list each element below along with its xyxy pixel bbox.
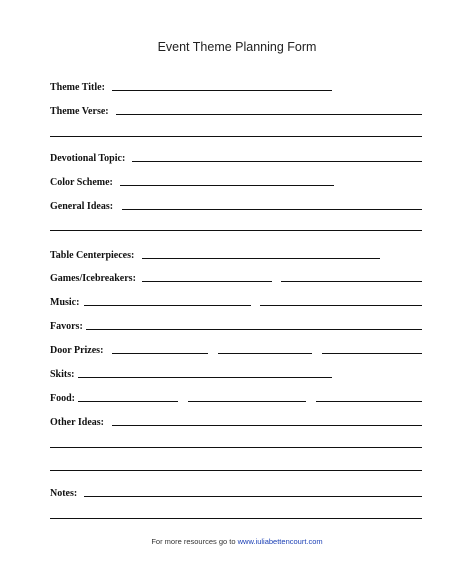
food-line-2[interactable] [188, 401, 306, 402]
general-ideas-line-2[interactable] [50, 230, 422, 231]
theme-title-line[interactable] [112, 90, 332, 91]
music-line[interactable] [84, 305, 251, 306]
other-ideas-label: Other Ideas: [50, 417, 104, 428]
music-line-2[interactable] [260, 305, 422, 306]
notes-line-2[interactable] [50, 518, 422, 519]
devotional-topic-line[interactable] [132, 161, 422, 162]
theme-title-label: Theme Title: [50, 82, 105, 93]
other-ideas-line-3[interactable] [50, 470, 422, 471]
other-ideas-line[interactable] [112, 425, 422, 426]
theme-verse-label: Theme Verse: [50, 106, 109, 117]
favors-line[interactable] [86, 329, 422, 330]
door-prizes-line-2[interactable] [218, 353, 312, 354]
theme-verse-line-2[interactable] [50, 136, 422, 137]
general-ideas-line[interactable] [122, 209, 422, 210]
footer [0, 537, 474, 546]
general-ideas-label: General Ideas: [50, 201, 114, 212]
other-ideas-line-2[interactable] [50, 447, 422, 448]
color-scheme-line[interactable] [120, 185, 334, 186]
door-prizes-line-3[interactable] [322, 353, 422, 354]
table-centerpieces-label: Table Centerpieces: [50, 250, 135, 261]
food-line[interactable] [78, 401, 178, 402]
favors-label: Favors: [50, 321, 83, 332]
door-prizes-label: Door Prizes: [50, 345, 104, 356]
footer-prefix: For more resources go to [151, 537, 236, 546]
games-icebreakers-line-2[interactable] [281, 281, 422, 282]
door-prizes-line[interactable] [112, 353, 208, 354]
devotional-topic-label: Devotional Topic: [50, 153, 126, 164]
skits-label: Skits: [50, 369, 75, 380]
color-scheme-label: Color Scheme: [50, 177, 113, 188]
form-title: Event Theme Planning Form [157, 40, 317, 54]
skits-line[interactable] [78, 377, 332, 378]
food-label: Food: [50, 393, 75, 404]
notes-label: Notes: [50, 488, 78, 499]
notes-line[interactable] [84, 496, 422, 497]
games-icebreakers-line[interactable] [142, 281, 272, 282]
table-centerpieces-line[interactable] [142, 258, 380, 259]
games-icebreakers-label: Games/Icebreakers: [50, 273, 136, 284]
music-label: Music: [50, 297, 80, 308]
footer-link[interactable]: www.iuliabettencourt.com [237, 537, 323, 546]
theme-verse-line[interactable] [116, 114, 422, 115]
food-line-3[interactable] [316, 401, 422, 402]
